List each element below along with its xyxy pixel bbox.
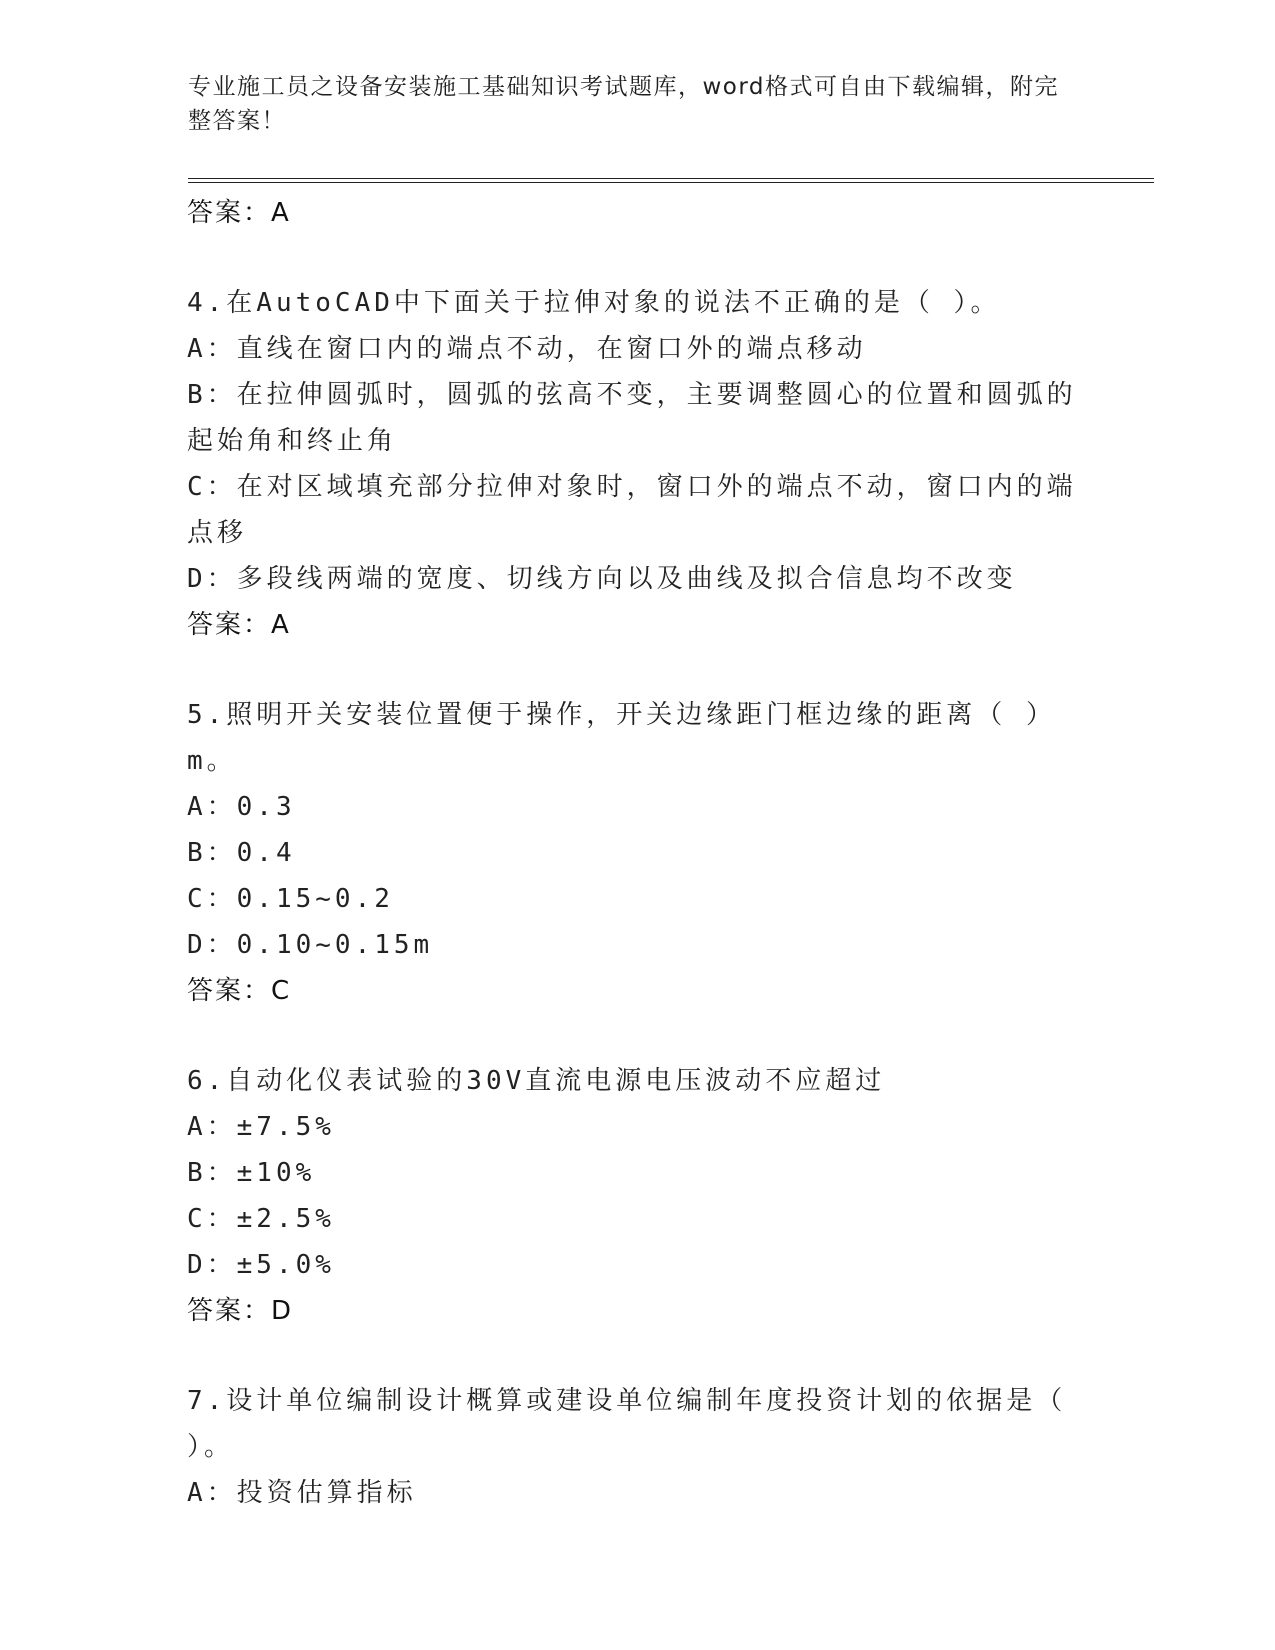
option-c: C：在对区域填充部分拉伸对象时，窗口外的端点不动，窗口内的端点移 xyxy=(187,472,1077,548)
option-c: C：0.15~0.2 xyxy=(187,884,394,914)
answer-line: 答案：C xyxy=(187,976,292,1006)
option-d: D：多段线两端的宽度、切线方向以及曲线及拟合信息均不改变 xyxy=(187,564,1017,594)
answer-line: 答案：A xyxy=(187,198,291,228)
document-header: 专业施工员之设备安装施工基础知识考试题库，word格式可自由下载编辑，附完整答案！ xyxy=(188,74,1060,134)
question-stem: 4.在AutoCAD中下面关于拉伸对象的说法不正确的是（ ）。 xyxy=(187,288,1001,318)
document-body xyxy=(187,190,1087,1516)
option-c: C：±2.5% xyxy=(187,1204,335,1234)
option-b: B：在拉伸圆弧时，圆弧的弦高不变，主要调整圆心的位置和圆弧的起始角和终止角 xyxy=(187,380,1077,456)
option-a: A：投资估算指标 xyxy=(187,1478,417,1508)
option-b: B：0.4 xyxy=(187,838,296,868)
question-7 xyxy=(187,1378,1087,1516)
option-a: A：直线在窗口内的端点不动，在窗口外的端点移动 xyxy=(187,334,867,364)
option-a: A：±7.5% xyxy=(187,1112,335,1142)
header-rule-lower xyxy=(188,182,1154,183)
answer-line: 答案：A xyxy=(187,610,291,640)
option-b: B：±10% xyxy=(187,1158,316,1188)
header-rule-upper xyxy=(188,178,1154,179)
answer-line: 答案：D xyxy=(187,1296,294,1326)
question-4 xyxy=(187,280,1087,648)
question-stem: 5.照明开关安装位置便于操作，开关边缘距门框边缘的距离（ ）m。 xyxy=(187,700,1056,776)
question-stem: 7.设计单位编制设计概算或建设单位编制年度投资计划的依据是（ ）。 xyxy=(187,1386,1067,1462)
question-6 xyxy=(187,1058,1087,1334)
question-5 xyxy=(187,692,1087,1014)
option-d: D：0.10~0.15m xyxy=(187,930,434,960)
question-stem: 6.自动化仪表试验的30V直流电源电压波动不应超过 xyxy=(187,1066,886,1096)
option-a: A：0.3 xyxy=(187,792,296,822)
option-d: D：±5.0% xyxy=(187,1250,335,1280)
